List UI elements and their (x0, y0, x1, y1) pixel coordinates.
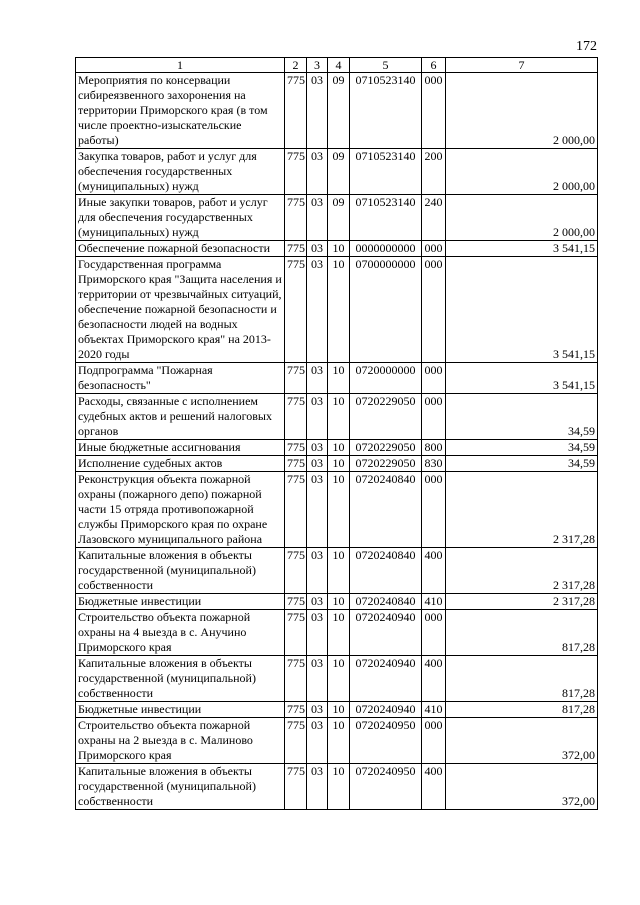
row-ministry-code: 775 (285, 472, 307, 548)
row-subsection-code: 09 (328, 73, 350, 149)
row-target-code: 0000000000 (350, 241, 422, 257)
row-expense-code: 800 (422, 440, 446, 456)
row-target-code: 0710523140 (350, 149, 422, 195)
row-ministry-code: 775 (285, 149, 307, 195)
row-amount: 372,00 (446, 718, 598, 764)
row-subsection-code: 10 (328, 241, 350, 257)
row-amount: 34,59 (446, 440, 598, 456)
row-expense-code: 000 (422, 257, 446, 363)
row-section-code: 03 (307, 456, 328, 472)
row-name: Строительство объекта пожарной охраны на 4 выезда в с. Анучино Приморского края (76, 610, 285, 656)
row-ministry-code: 775 (285, 702, 307, 718)
row-expense-code: 000 (422, 73, 446, 149)
row-section-code: 03 (307, 394, 328, 440)
row-expense-code: 000 (422, 241, 446, 257)
row-target-code: 0720229050 (350, 440, 422, 456)
row-expense-code: 830 (422, 456, 446, 472)
table-row (76, 764, 598, 810)
row-amount: 2 000,00 (446, 149, 598, 195)
row-name: Реконструкция объекта пожарной охраны (пожарного депо) пожарной части 15 отряда противопожарной службы Приморского края по охране Лазовского муниципального района (76, 472, 285, 548)
row-subsection-code: 09 (328, 149, 350, 195)
row-subsection-code: 10 (328, 594, 350, 610)
row-amount: 2 317,28 (446, 594, 598, 610)
row-target-code: 0720240840 (350, 594, 422, 610)
row-name: Бюджетные инвестиции (76, 702, 285, 718)
row-expense-code: 000 (422, 472, 446, 548)
row-subsection-code: 10 (328, 456, 350, 472)
row-amount: 2 000,00 (446, 195, 598, 241)
row-section-code: 03 (307, 656, 328, 702)
row-amount: 2 000,00 (446, 73, 598, 149)
row-section-code: 03 (307, 610, 328, 656)
row-amount: 34,59 (446, 456, 598, 472)
row-section-code: 03 (307, 718, 328, 764)
row-expense-code: 000 (422, 363, 446, 394)
row-ministry-code: 775 (285, 610, 307, 656)
row-section-code: 03 (307, 440, 328, 456)
row-name: Подпрограмма "Пожарная безопасность" (76, 363, 285, 394)
row-subsection-code: 10 (328, 702, 350, 718)
row-ministry-code: 775 (285, 440, 307, 456)
row-section-code: 03 (307, 363, 328, 394)
row-expense-code: 400 (422, 548, 446, 594)
row-name: Расходы, связанные с исполнением судебных актов и решений налоговых органов (76, 394, 285, 440)
table-row (76, 656, 598, 702)
row-subsection-code: 10 (328, 718, 350, 764)
row-ministry-code: 775 (285, 363, 307, 394)
row-amount: 817,28 (446, 702, 598, 718)
row-name: Строительство объекта пожарной охраны на 2 выезда в с. Малиново Приморского края (76, 718, 285, 764)
budget-table (75, 57, 598, 810)
row-ministry-code: 775 (285, 394, 307, 440)
row-target-code: 0720240950 (350, 764, 422, 810)
row-section-code: 03 (307, 764, 328, 810)
row-ministry-code: 775 (285, 718, 307, 764)
row-target-code: 0700000000 (350, 257, 422, 363)
row-expense-code: 000 (422, 394, 446, 440)
table-row (76, 456, 598, 472)
table-row (76, 440, 598, 456)
row-name: Бюджетные инвестиции (76, 594, 285, 610)
row-section-code: 03 (307, 241, 328, 257)
row-section-code: 03 (307, 149, 328, 195)
row-section-code: 03 (307, 73, 328, 149)
column-header: 2 (285, 58, 307, 73)
row-expense-code: 200 (422, 149, 446, 195)
row-target-code: 0720240940 (350, 656, 422, 702)
row-section-code: 03 (307, 257, 328, 363)
table-row (76, 610, 598, 656)
row-name: Иные закупки товаров, работ и услуг для обеспечения государственных (муниципальных) нужд (76, 195, 285, 241)
row-target-code: 0720229050 (350, 456, 422, 472)
row-section-code: 03 (307, 195, 328, 241)
row-subsection-code: 10 (328, 257, 350, 363)
row-amount: 817,28 (446, 610, 598, 656)
table-row (76, 702, 598, 718)
row-target-code: 0720240950 (350, 718, 422, 764)
table-row (76, 149, 598, 195)
row-ministry-code: 775 (285, 73, 307, 149)
table-row (76, 195, 598, 241)
row-subsection-code: 10 (328, 440, 350, 456)
row-amount: 3 541,15 (446, 241, 598, 257)
row-name: Исполнение судебных актов (76, 456, 285, 472)
row-subsection-code: 10 (328, 548, 350, 594)
row-subsection-code: 10 (328, 656, 350, 702)
column-header: 3 (307, 58, 328, 73)
row-target-code: 0720000000 (350, 363, 422, 394)
row-amount: 372,00 (446, 764, 598, 810)
row-amount: 3 541,15 (446, 363, 598, 394)
row-expense-code: 410 (422, 702, 446, 718)
row-section-code: 03 (307, 548, 328, 594)
row-target-code: 0710523140 (350, 73, 422, 149)
row-ministry-code: 775 (285, 257, 307, 363)
page-number: 172 (576, 39, 597, 54)
row-ministry-code: 775 (285, 656, 307, 702)
row-section-code: 03 (307, 594, 328, 610)
row-expense-code: 000 (422, 610, 446, 656)
table-row (76, 241, 598, 257)
table-row (76, 394, 598, 440)
row-target-code: 0720240840 (350, 472, 422, 548)
column-header: 6 (422, 58, 446, 73)
row-subsection-code: 10 (328, 394, 350, 440)
row-subsection-code: 10 (328, 610, 350, 656)
row-expense-code: 400 (422, 764, 446, 810)
row-amount: 34,59 (446, 394, 598, 440)
row-target-code: 0710523140 (350, 195, 422, 241)
row-subsection-code: 10 (328, 472, 350, 548)
column-header: 5 (350, 58, 422, 73)
row-section-code: 03 (307, 702, 328, 718)
row-ministry-code: 775 (285, 195, 307, 241)
row-name: Капитальные вложения в объекты государственной (муниципальной) собственности (76, 764, 285, 810)
table-header-row (76, 58, 598, 73)
table-row (76, 257, 598, 363)
row-target-code: 0720240940 (350, 702, 422, 718)
row-subsection-code: 10 (328, 764, 350, 810)
row-subsection-code: 09 (328, 195, 350, 241)
row-name: Капитальные вложения в объекты государственной (муниципальной) собственности (76, 548, 285, 594)
row-expense-code: 400 (422, 656, 446, 702)
table-row (76, 73, 598, 149)
row-ministry-code: 775 (285, 548, 307, 594)
column-header: 7 (446, 58, 598, 73)
row-name: Закупка товаров, работ и услуг для обеспечения государственных (муниципальных) нужд (76, 149, 285, 195)
row-name: Иные бюджетные ассигнования (76, 440, 285, 456)
table-row (76, 718, 598, 764)
row-ministry-code: 775 (285, 241, 307, 257)
row-target-code: 0720240840 (350, 548, 422, 594)
row-target-code: 0720240940 (350, 610, 422, 656)
column-header: 4 (328, 58, 350, 73)
row-name: Мероприятия по консервации сибиреязвенного захоронения на территории Приморского края (в том числе проектно-изыскательские работы) (76, 73, 285, 149)
row-ministry-code: 775 (285, 594, 307, 610)
row-expense-code: 410 (422, 594, 446, 610)
row-section-code: 03 (307, 472, 328, 548)
row-ministry-code: 775 (285, 764, 307, 810)
table-row (76, 594, 598, 610)
table-row (76, 363, 598, 394)
row-amount: 2 317,28 (446, 548, 598, 594)
row-name: Государственная программа Приморского края "Защита населения и территории от чрезвычайных ситуаций, обеспечение пожарной безопасности и безопасности людей на водных объектах Приморского края" на 2013-2020 годы (76, 257, 285, 363)
row-amount: 3 541,15 (446, 257, 598, 363)
row-amount: 817,28 (446, 656, 598, 702)
row-target-code: 0720229050 (350, 394, 422, 440)
row-expense-code: 000 (422, 718, 446, 764)
row-amount: 2 317,28 (446, 472, 598, 548)
column-header: 1 (76, 58, 285, 73)
row-name: Обеспечение пожарной безопасности (76, 241, 285, 257)
row-ministry-code: 775 (285, 456, 307, 472)
table-row (76, 472, 598, 548)
table-row (76, 548, 598, 594)
row-name: Капитальные вложения в объекты государственной (муниципальной) собственности (76, 656, 285, 702)
row-subsection-code: 10 (328, 363, 350, 394)
row-expense-code: 240 (422, 195, 446, 241)
